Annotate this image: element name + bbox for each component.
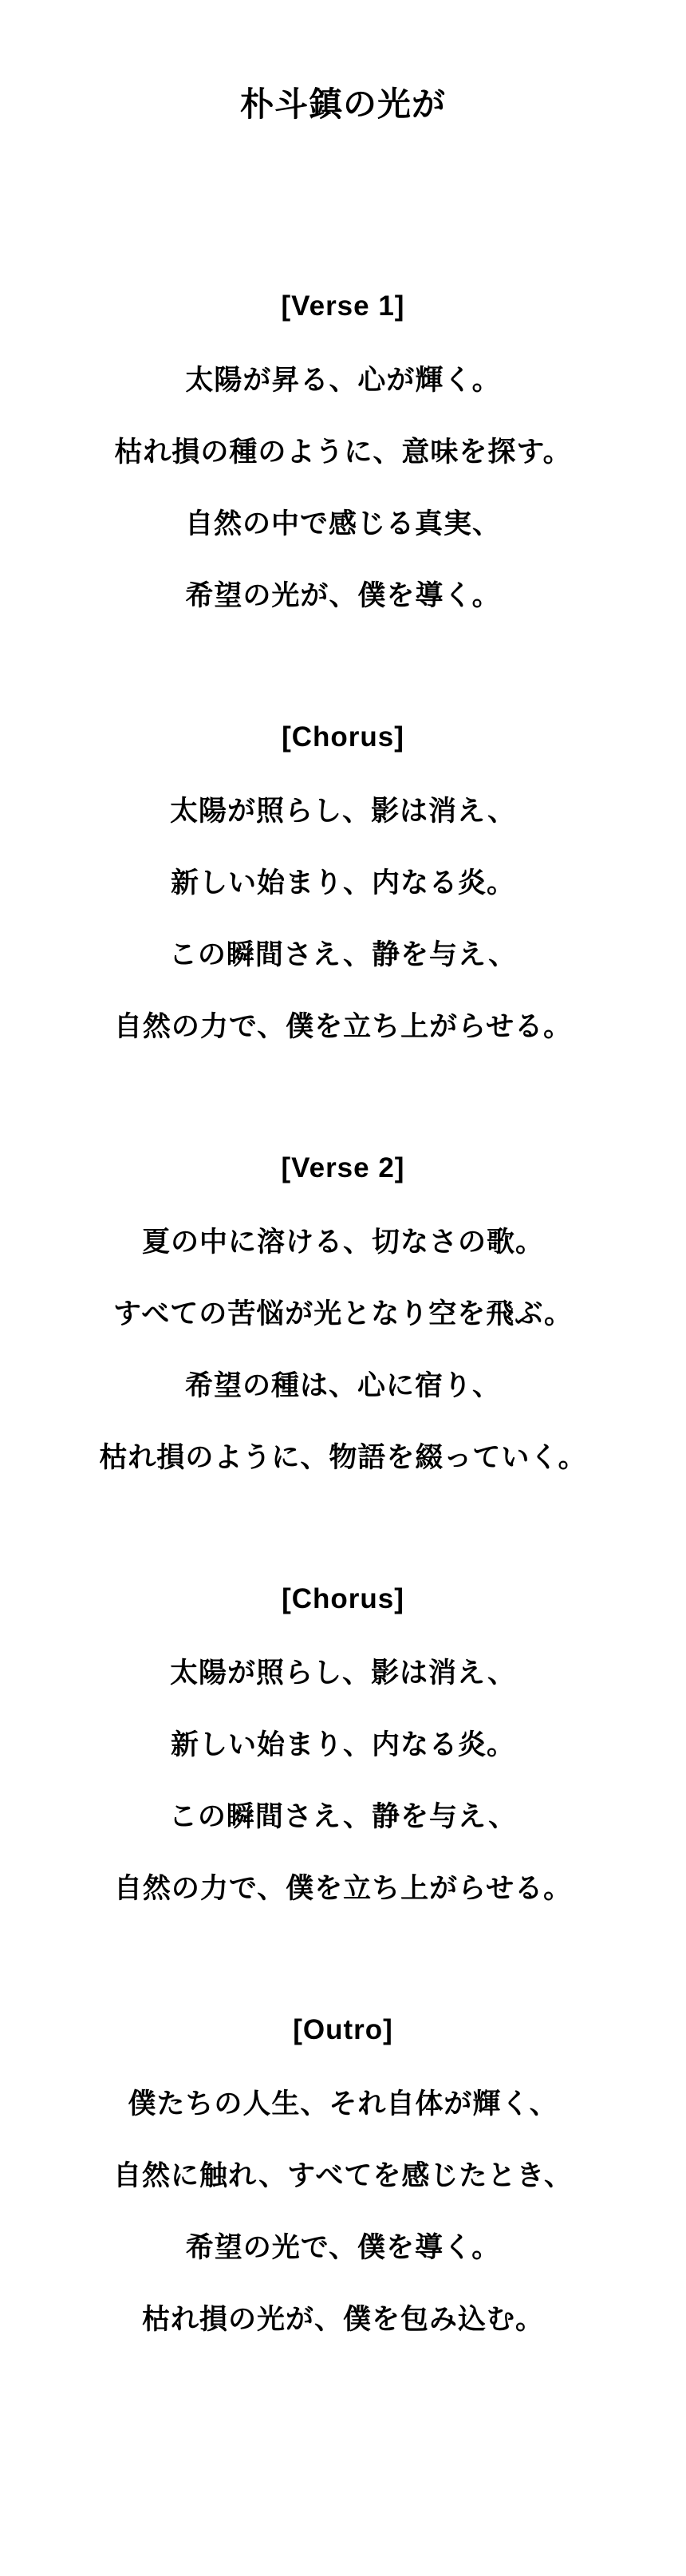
section-header: [Outro] [293,2014,393,2046]
section-header: [Verse 2] [281,1152,405,1184]
section-chorus-2 [0,1563,686,1922]
lyric-line: 僕たちの人生、それ自体が輝く、 [128,2088,558,2120]
section-header: [Chorus] [282,721,404,753]
lyric-line: 希望の光で、僕を導く。 [185,2232,501,2264]
section-outro [0,1994,686,2353]
section-verse-2 [0,1132,686,1491]
lyrics-page [0,22,686,2576]
lyric-line: 太陽が照らし、影は消え、 [169,796,517,828]
lyrics-body [0,271,686,2353]
lyric-line: 枯れ損のように、物語を綴っていく。 [99,1442,587,1474]
lyric-line: 枯れ損の種のように、意味を探す。 [114,437,572,468]
lyric-line: 自然の力で、僕を立ち上がらせる。 [113,1873,573,1905]
lyric-line: 自然の力で、僕を立ち上がらせる。 [113,1011,573,1043]
lyric-line: この瞬間さえ、静を与え、 [168,1801,518,1833]
section-header: [Chorus] [282,1583,404,1615]
song-title: 朴斗鎮の光が [239,85,446,124]
lyric-line: 希望の種は、心に宿り、 [184,1370,501,1402]
lyric-line: 新しい始まり、内なる炎。 [170,867,515,899]
lyric-line: 枯れ損の光が、僕を包み込む。 [141,2304,544,2336]
lyric-line: 夏の中に溶ける、切なさの歌。 [141,1227,544,1258]
section-verse-1 [0,271,686,630]
lyric-line: この瞬間さえ、静を与え、 [168,939,518,971]
lyric-line: 自然に触れ、すべてを感じたとき、 [112,2160,573,2192]
lyric-line: すべての苦悩が光となり空を飛ぶ。 [112,1298,573,1330]
lyric-line: 太陽が昇る、心が輝く。 [185,365,501,397]
section-header: [Verse 1] [281,290,405,322]
lyric-line: 希望の光が、僕を導く。 [185,580,501,612]
lyric-line: 自然の中で感じる真実、 [184,508,501,540]
section-chorus-1 [0,701,686,1061]
lyric-line: 新しい始まり、内なる炎。 [170,1729,515,1761]
lyric-line: 太陽が照らし、影は消え、 [169,1657,517,1689]
